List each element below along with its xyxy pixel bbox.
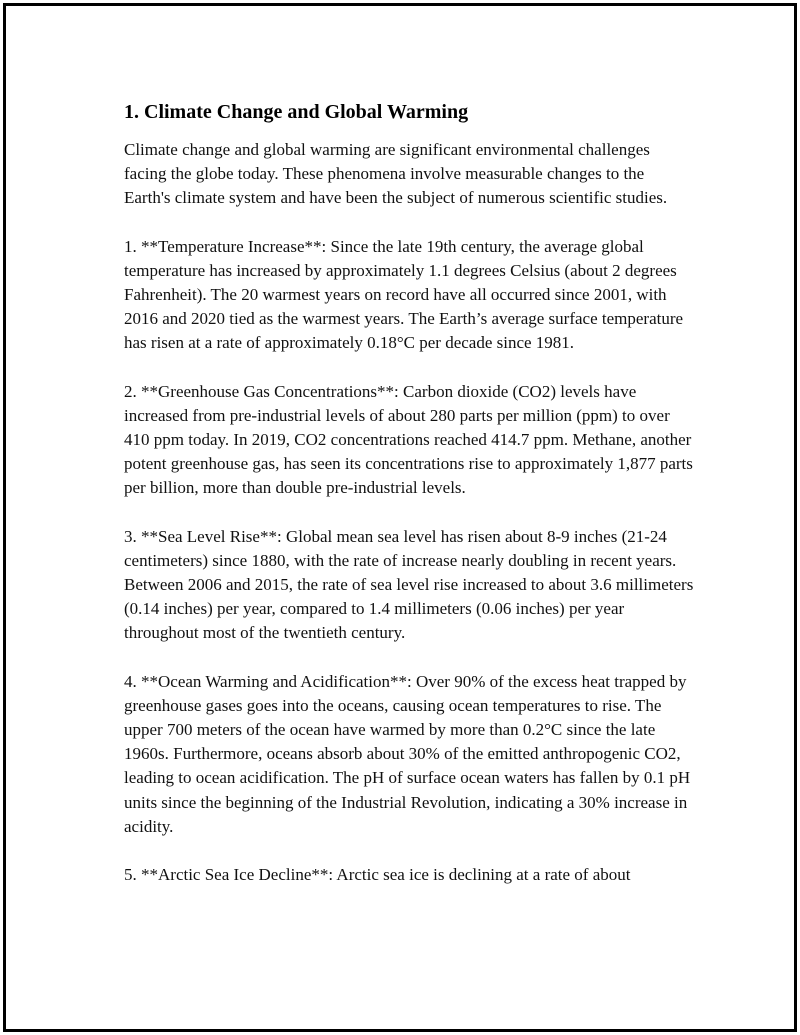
- ocean-warming-paragraph: 4. **Ocean Warming and Acidification**: Over 90% of the excess heat trapped by greenhouse gases goes into the oceans, causing ocean temperatures to rise. The upper 700 meters of the ocean have warmed by more than 0.2°C since the late 1960s. Furthermore, oceans absorb about 30% of the emitted anthropogenic CO2, leading to ocean acidification. The pH of surface ocean waters has fallen by 0.1 pH units since the beginning of the Industrial Revolution, indicating a 30% increase in acidity.: [124, 671, 691, 836]
- document-title: 1. Climate Change and Global Warming: [124, 101, 469, 123]
- temperature-increase-paragraph: 1. **Temperature Increase**: Since the late 19th century, the average global temperature has increased by approximately 1.1 degrees Celsius (about 2 degrees Fahrenheit). The 20 warmest years on record have all occurred since 2001, with 2016 and 2020 tied as the warmest years. The Earth’s average surface temperature has risen at a rate of approximately 0.18°C per decade since 1981.: [124, 236, 684, 353]
- greenhouse-gas-paragraph: 2. **Greenhouse Gas Concentrations**: Carbon dioxide (CO2) levels have increased from pre-industrial levels of about 280 parts per million (ppm) to over 410 ppm today. In 2019, CO2 concentrations reached 414.7 ppm. Methane, another potent greenhouse gas, has seen its concentrations rise to approximately 1,877 parts per billion, more than double pre-industrial levels.: [124, 381, 693, 498]
- sea-level-rise-paragraph: 3. **Sea Level Rise**: Global mean sea level has risen about 8-9 inches (21-24 centimeters) since 1880, with the rate of increase nearly doubling in recent years. Between 2006 and 2015, the rate of sea level rise increased to about 3.6 millimeters (0.14 inches) per year, compared to 1.4 millimeters (0.06 inches) per year throughout most of the twentieth century.: [124, 526, 694, 643]
- document-page: [3, 3, 797, 1032]
- document-body: [124, 98, 694, 911]
- arctic-sea-ice-paragraph: 5. **Arctic Sea Ice Decline**: Arctic sea ice is declining at a rate of about: [124, 865, 631, 885]
- intro-paragraph: Climate change and global warming are significant environmental challenges facing the globe today. These phenomena involve measurable changes to the Earth's climate system and have been the subject of numerous scientific studies.: [124, 140, 668, 208]
